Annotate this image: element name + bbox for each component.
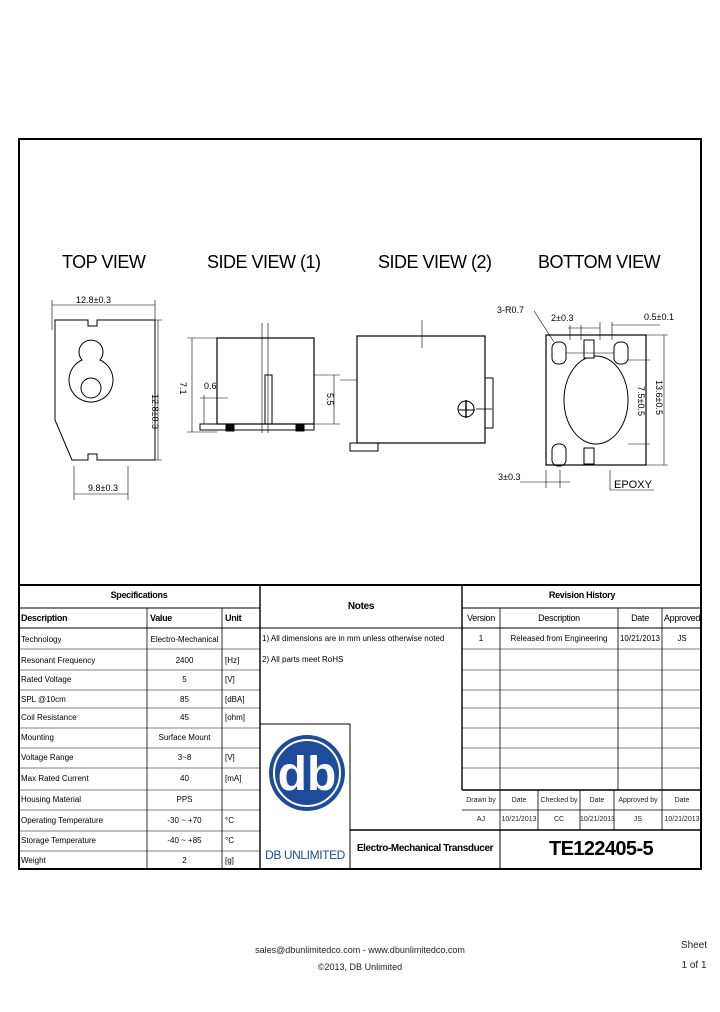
approved-by-label: Approved by [618, 797, 658, 804]
dim-top-offset: 9.8±0.3 [88, 483, 118, 493]
spec-unit: [mA] [225, 774, 242, 783]
date1-label: Date [511, 797, 527, 804]
bottom-view-title: BOTTOM VIEW [538, 252, 661, 272]
dim-bottom-outer: 13.6±0.5 [654, 380, 664, 415]
logo-letters: db [277, 748, 337, 801]
note-item: 1) All dimensions are in mm unless otherwise noted [262, 634, 445, 643]
date3-label: Date [674, 797, 690, 804]
dim-top-height: 12.8±0.3 [150, 394, 160, 429]
checked-by-value: CC [553, 816, 565, 823]
spec-value: Electro-Mechanical [150, 635, 219, 644]
spec-value: -40 ~ +85 [167, 836, 202, 845]
approved-by-value: JS [633, 816, 643, 823]
spec-description: Weight [21, 856, 46, 865]
revision-header-version: Version [467, 613, 495, 623]
date2-label: Date [589, 797, 605, 804]
spec-value: 2400 [175, 656, 194, 665]
dim-side1-height: 7.1 [178, 382, 188, 395]
dim-side1-pin: 0.6 [204, 381, 217, 391]
revision-version: 1 [478, 634, 484, 643]
dim-bottom-radius: 3-R0.7 [497, 305, 525, 315]
footer-copyright: ©2013, DB Unlimited [317, 962, 403, 972]
spec-description: Housing Material [21, 795, 82, 804]
revision-approved: JS [677, 634, 687, 643]
top-view-title: TOP VIEW [62, 252, 146, 272]
revision-header-approved: Approved [663, 613, 701, 623]
revision-description: Released from Engineering [510, 634, 608, 643]
specs-header-unit: Unit [225, 613, 242, 623]
date2-value: 10/21/2013 [580, 816, 616, 823]
spec-value: PPS [176, 795, 193, 804]
spec-value: 5 [182, 675, 187, 684]
spec-value: 40 [180, 774, 189, 783]
footer-contact: sales@dbunlimitedco.com - www.dbunlimitedco.com [255, 945, 465, 955]
company-logo [262, 728, 350, 868]
drawn-by-value: AJ [476, 816, 486, 823]
product-description: Electro-Mechanical Transducer [356, 843, 494, 854]
sheet-value: 1 of 1 [681, 960, 707, 971]
dim-top-width: 12.8±0.3 [76, 295, 111, 305]
spec-unit: °C [225, 816, 234, 825]
notes-title: Notes [347, 601, 375, 612]
revision-header-date: Date [631, 613, 649, 623]
spec-unit: [g] [225, 856, 234, 865]
spec-description: Mounting [21, 733, 54, 742]
checked-by-label: Checked by [540, 797, 578, 804]
spec-unit: °C [225, 836, 234, 845]
dim-bottom-slot: 0.5±0.1 [644, 312, 674, 322]
spec-value: 3~8 [177, 753, 192, 762]
specs-title: Specifications [110, 590, 168, 600]
spec-description: Operating Temperature [21, 816, 104, 825]
revision-title: Revision History [548, 590, 616, 600]
spec-value: -30 ~ +70 [167, 816, 202, 825]
revision-header-description: Description [538, 613, 580, 623]
spec-description: Technology [21, 635, 62, 644]
date1-value: 10/21/2013 [501, 816, 537, 823]
spec-unit: [ohm] [225, 713, 246, 722]
note-item: 2) All parts meet RoHS [262, 655, 344, 664]
spec-description: Voltage Range [21, 753, 74, 762]
spec-description: SPL @10cm [21, 695, 66, 704]
spec-description: Rated Voltage [21, 675, 72, 684]
part-number: TE122405-5 [548, 838, 654, 860]
specs-header-value: Value [150, 613, 173, 623]
side-view-2-title: SIDE VIEW (2) [378, 252, 492, 272]
spec-unit: [dBA] [225, 695, 245, 704]
spec-description: Resonant Frequency [21, 656, 96, 665]
side-view-1-title: SIDE VIEW (1) [207, 252, 321, 272]
sheet-label: Sheet [680, 940, 708, 951]
spec-unit: [V] [225, 753, 235, 762]
company-name: DB UNLIMITED [265, 848, 345, 862]
spec-unit: [Hz] [225, 656, 240, 665]
date3-value: 10/21/2013 [664, 816, 700, 823]
spec-description: Coil Resistance [21, 713, 77, 722]
spec-value: 45 [180, 713, 189, 722]
spec-unit: [V] [225, 675, 235, 684]
spec-value: Surface Mount [158, 733, 211, 742]
revision-date: 10/21/2013 [619, 634, 661, 643]
dim-bottom-inner: 7.5±0.5 [636, 386, 646, 416]
dim-bottom-epoxy: EPOXY [614, 479, 652, 491]
spec-value: 2 [182, 856, 187, 865]
spec-description: Max Rated Current [21, 774, 89, 783]
spec-value: 85 [180, 695, 189, 704]
dim-bottom-edge: 3±0.3 [498, 472, 521, 482]
dim-bottom-pad: 2±0.3 [551, 313, 574, 323]
spec-description: Storage Temperature [21, 836, 97, 845]
drawn-by-label: Drawn by [466, 797, 496, 804]
specs-header-description: Description [21, 613, 68, 623]
dim-side2-height: 5.5 [325, 393, 335, 406]
